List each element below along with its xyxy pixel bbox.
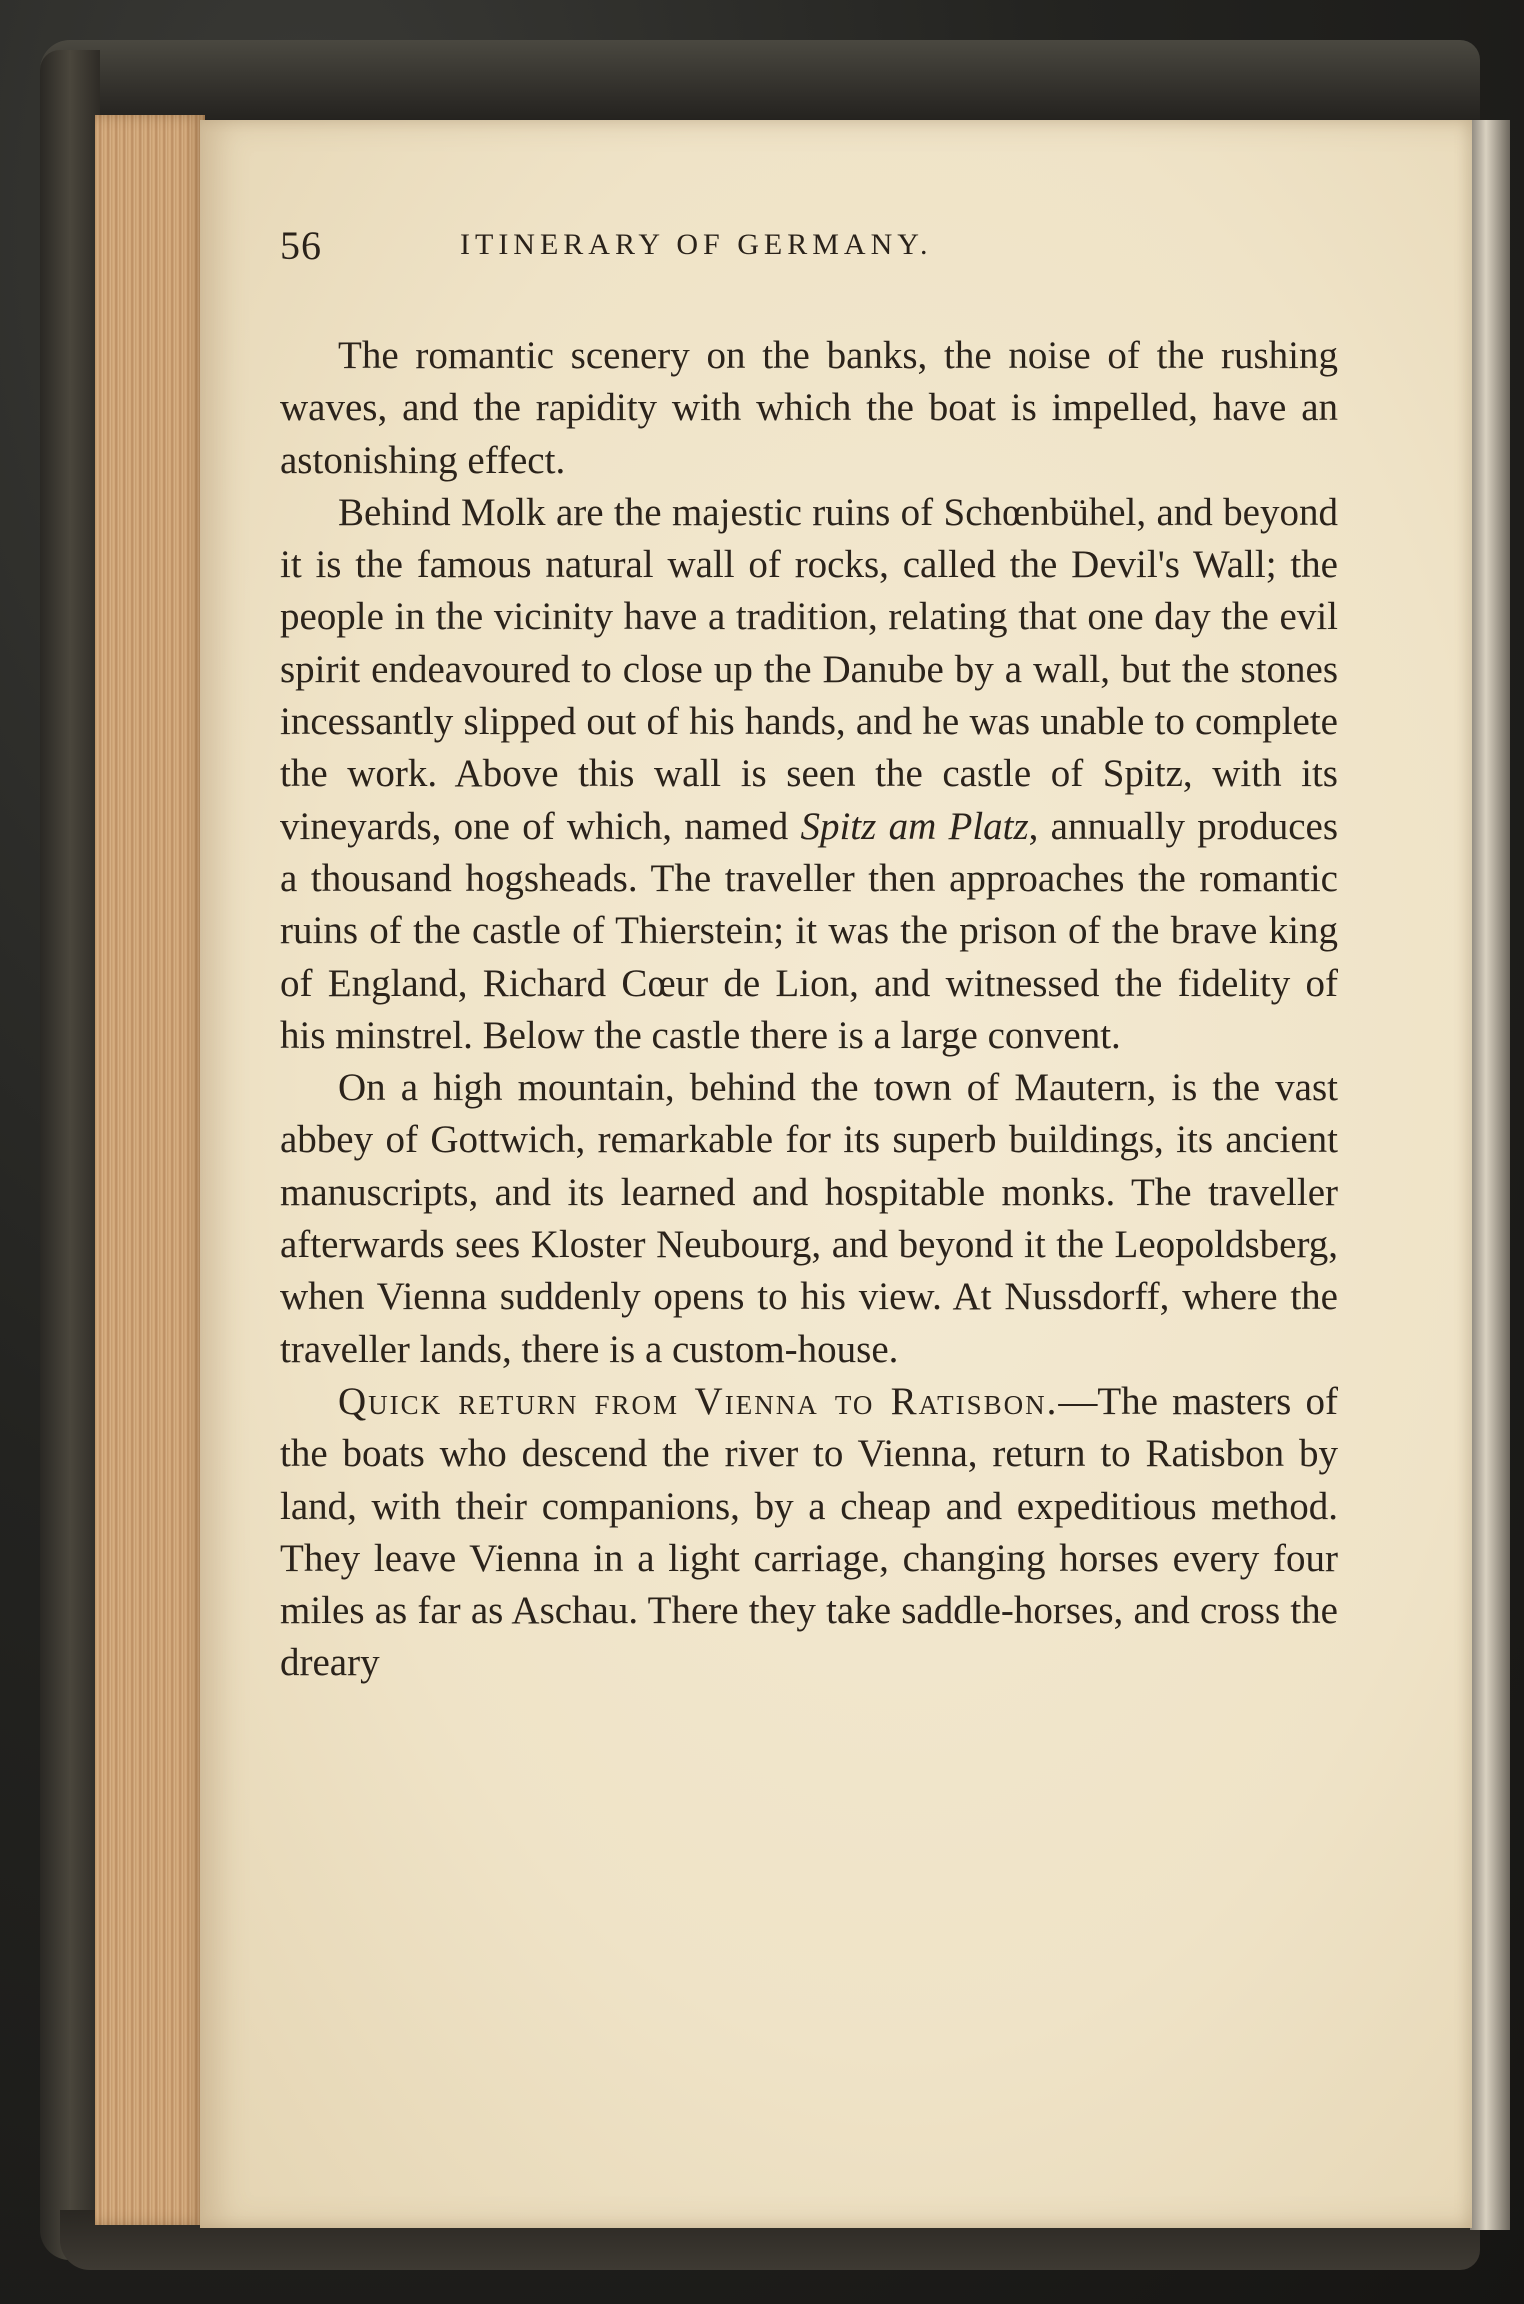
page-header [280, 222, 1360, 282]
paragraph-2-text-a: Behind Molk are the majestic ruins of Schœnbühel, and beyond it is the famous natural wall of rocks, called the Devil's Wall; the people in the vicinity have a tradition, relating that one day the evil spirit endeavoured to close up the Danube by a wall, but the stones incessantly slipped out of his hands, and he was unable to complete the work. Above this wall is seen the castle of Spitz, with its vineyards, one of which, named [280, 490, 1338, 848]
page-gutter-right [1470, 120, 1510, 2230]
paragraph-2-italic: Spitz am Platz [800, 804, 1029, 848]
cover-edge-left [40, 50, 100, 2260]
running-head: ITINERARY OF GERMANY. [460, 228, 933, 261]
paragraph-2-text-b: , annually produces a thousand hogsheads. The traveller then approaches the romantic ruins of the castle of Thierstein; it was the prison of the brave king of England, Richard Cœur de Lion, and witnessed the fidelity of his minstrel. Below the castle there is a large convent. [280, 804, 1339, 1057]
page-number: 56 [280, 223, 322, 268]
section-heading: Quick return from Vienna to Ratisbon. [338, 1379, 1059, 1423]
paragraph-2 [280, 487, 1338, 1062]
paragraph-1: The romantic scenery on the banks, the noise of the rushing waves, and the rapidity with which the boat is impelled, have an astonishing effect. [280, 334, 1338, 482]
paragraph-4 [280, 1376, 1338, 1690]
paragraph-3: On a high mountain, behind the town of Mautern, is the vast abbey of Gottwich, remarkable for its superb buildings, its ancient manuscripts, and its learned and hospitable monks. The traveller afterwards sees Kloster Neubourg, and beyond it the Leopoldsberg, when Vienna suddenly opens to his view. At Nussdorff, where the traveller lands, there is a custom-house. [280, 1066, 1338, 1371]
paragraph-4-text: —The masters of the boats who descend the river to Vienna, return to Ratisbon by land, with their companions, by a cheap and expeditious method. They leave Vienna in a light carriage, changing horses every four miles as far as Aschau. There they take saddle-horses, and cross the dreary [280, 1379, 1338, 1685]
cover-edge-top [40, 40, 1480, 130]
page-stack-edge [95, 115, 205, 2225]
page-text [280, 330, 1338, 1690]
